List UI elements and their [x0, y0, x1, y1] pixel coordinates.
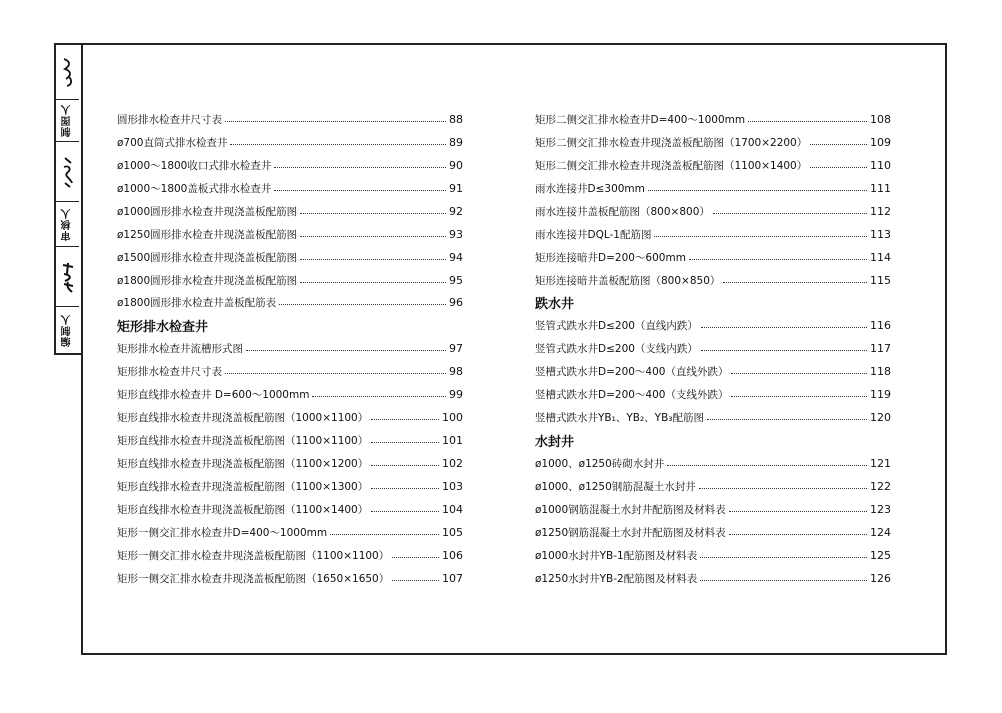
toc-entry[interactable]	[535, 223, 891, 246]
toc-entry-title: 雨水连接井DQL-1配筋图	[535, 228, 652, 241]
toc-entry-page: 113	[870, 227, 891, 241]
toc-entry-page: 106	[442, 548, 463, 562]
toc-entry-title: 矩形一侧交汇排水检查井D=400～1000mm	[117, 526, 328, 539]
toc-entry-title: ø1250圆形排水检查井现浇盖板配筋图	[117, 228, 298, 241]
dot-leader	[700, 557, 867, 558]
handwritten-signature-icon	[61, 260, 75, 294]
signature-cell-compiler	[56, 247, 79, 307]
toc-entry[interactable]	[535, 154, 891, 177]
toc-entry-page: 103	[442, 479, 463, 493]
toc-entry-title: 竖槽式跌水井YB₁、YB₂、YB₃配筋图	[535, 412, 704, 425]
toc-entry[interactable]	[117, 223, 463, 246]
toc-entry-page: 119	[870, 388, 891, 402]
dot-leader	[312, 396, 446, 397]
dot-leader	[371, 419, 439, 420]
toc-entry[interactable]	[117, 292, 463, 315]
section-heading	[117, 314, 463, 337]
dot-leader	[748, 121, 867, 122]
signature-cell-reviewer	[56, 142, 79, 202]
toc-entry[interactable]	[535, 498, 891, 521]
dot-leader	[371, 488, 439, 489]
dot-leader	[667, 465, 867, 466]
section-heading	[535, 292, 891, 315]
reviewer-label: 审核人	[62, 207, 73, 241]
toc-entry-title: 圆形排水检查井尺寸表	[117, 113, 222, 126]
toc-entry[interactable]	[117, 131, 463, 154]
toc-entry-title: ø1000～1800盖板式排水检查井	[117, 182, 272, 195]
toc-entry-title: ø1250钢筋混凝土水封井配筋图及材料表	[535, 526, 726, 539]
toc-entry[interactable]	[117, 429, 463, 452]
toc-entry-page: 89	[449, 135, 463, 149]
handwritten-signature-icon	[61, 55, 75, 89]
toc-entry[interactable]	[117, 406, 463, 429]
toc-entry-page: 99	[449, 388, 463, 402]
toc-entry-page: 94	[449, 250, 463, 264]
toc-left-column	[117, 108, 463, 590]
toc-entry-title: ø1000圆形排水检查井现浇盖板配筋图	[117, 205, 298, 218]
dot-leader	[246, 350, 446, 351]
dot-leader	[225, 373, 446, 374]
dot-leader	[700, 580, 867, 581]
toc-entry-page: 125	[870, 548, 891, 562]
toc-entry-title: ø1000水封井YB-1配筋图及材料表	[535, 549, 698, 562]
dot-leader	[723, 282, 867, 283]
toc-entry[interactable]	[535, 567, 891, 590]
toc-entry-title: ø1800圆形排水检查井盖板配筋表	[117, 297, 277, 310]
toc-entry[interactable]	[117, 154, 463, 177]
toc-entry-page: 121	[870, 457, 891, 471]
toc-entry[interactable]	[535, 314, 891, 337]
toc-entry[interactable]	[535, 360, 891, 383]
toc-entry[interactable]	[535, 269, 891, 292]
section-heading	[535, 429, 891, 452]
toc-entry[interactable]	[117, 383, 463, 406]
toc-entry-title: 矩形直线排水检查井现浇盖板配筋图（1100×1300）	[117, 480, 369, 493]
dot-leader	[392, 557, 439, 558]
toc-entry-page: 120	[870, 411, 891, 425]
dot-leader	[654, 236, 867, 237]
toc-entry-page: 115	[870, 273, 891, 287]
toc-entry-title: 矩形直线排水检查井现浇盖板配筋图（1000×1100）	[117, 412, 369, 425]
toc-entry[interactable]	[535, 177, 891, 200]
toc-entry-page: 108	[870, 112, 891, 126]
dot-leader	[300, 259, 446, 260]
toc-entry-page: 111	[870, 181, 891, 195]
toc-entry[interactable]	[117, 269, 463, 292]
section-heading-text: 跌水井	[535, 297, 575, 313]
toc-entry[interactable]	[535, 406, 891, 429]
toc-entry[interactable]	[535, 521, 891, 544]
dot-leader	[701, 327, 867, 328]
toc-entry-page: 107	[442, 571, 463, 585]
toc-entry-title: 矩形一侧交汇排水检查井现浇盖板配筋图（1650×1650）	[117, 572, 390, 585]
toc-entry-title: 矩形直线排水检查井 D=600～1000mm	[117, 389, 310, 402]
toc-right-column	[535, 108, 891, 590]
toc-entry[interactable]	[535, 200, 891, 223]
toc-entry-page: 109	[870, 135, 891, 149]
toc-entry-title: 矩形直线排水检查井现浇盖板配筋图（1100×1200）	[117, 458, 369, 471]
toc-entry-page: 101	[442, 434, 463, 448]
dot-leader	[371, 511, 439, 512]
toc-entry-page: 104	[442, 502, 463, 516]
toc-entry-page: 110	[870, 158, 891, 172]
toc-entry-page: 95	[449, 273, 463, 287]
toc-entry[interactable]	[117, 567, 463, 590]
toc-entry[interactable]	[117, 544, 463, 567]
toc-entry-page: 112	[870, 204, 891, 218]
toc-entry-title: 竖槽式跌水井D=200～400（直线外跌）	[535, 366, 729, 379]
toc-entry[interactable]	[117, 475, 463, 498]
toc-entry[interactable]	[535, 337, 891, 360]
toc-entry-title: 矩形直线排水检查井现浇盖板配筋图（1100×1100）	[117, 435, 369, 448]
toc-entry[interactable]	[117, 521, 463, 544]
toc-entry-page: 93	[449, 227, 463, 241]
dot-leader	[699, 488, 867, 489]
toc-entry[interactable]	[117, 200, 463, 223]
toc-entry-title: 矩形二侧交汇排水检查井现浇盖板配筋图（1700×2200）	[535, 136, 808, 149]
toc-entry-title: 矩形二侧交汇排水检查井现浇盖板配筋图（1100×1400）	[535, 159, 808, 172]
dot-leader	[729, 511, 867, 512]
dot-leader	[274, 190, 446, 191]
dot-leader	[648, 190, 867, 191]
dot-leader	[392, 580, 439, 581]
dot-leader	[274, 167, 446, 168]
signature-cell-drafter-label	[56, 100, 79, 142]
toc-entry[interactable]	[535, 544, 891, 567]
dot-leader	[731, 396, 867, 397]
toc-entry-page: 91	[449, 181, 463, 195]
signature-cell-drafter	[56, 45, 79, 100]
toc-entry-page: 114	[870, 250, 891, 264]
toc-entry-title: 雨水连接井D≤300mm	[535, 182, 645, 195]
toc-entry-title: ø1000～1800收口式排水检查井	[117, 159, 272, 172]
toc-entry[interactable]	[117, 108, 463, 131]
toc-entry[interactable]	[535, 383, 891, 406]
dot-leader	[300, 282, 446, 283]
toc-entry[interactable]	[117, 360, 463, 383]
toc-entry-title: 矩形直线排水检查井现浇盖板配筋图（1100×1400）	[117, 503, 369, 516]
toc-entry-title: 矩形连接暗井D=200～600mm	[535, 251, 686, 264]
toc-entry-title: 矩形排水检查井尺寸表	[117, 366, 222, 379]
signature-strip	[54, 43, 81, 355]
dot-leader	[701, 350, 867, 351]
toc-entry-title: ø1000、ø1250砖砌水封井	[535, 458, 665, 471]
toc-entry[interactable]	[117, 498, 463, 521]
compiler-label: 编制人	[62, 313, 73, 347]
dot-leader	[810, 167, 867, 168]
toc-entry-title: 雨水连接井盖板配筋图（800×800）	[535, 205, 710, 218]
toc-entry-page: 116	[870, 319, 891, 333]
toc-entry[interactable]	[117, 177, 463, 200]
toc-entry-page: 88	[449, 112, 463, 126]
dot-leader	[731, 373, 867, 374]
dot-leader	[279, 304, 446, 305]
handwritten-signature-icon	[61, 155, 75, 189]
dot-leader	[713, 213, 867, 214]
toc-entry-page: 90	[449, 158, 463, 172]
dot-leader	[300, 213, 446, 214]
dot-leader	[707, 419, 867, 420]
dot-leader	[729, 534, 867, 535]
toc-entry-title: ø700直筒式排水检查井	[117, 136, 228, 149]
toc-entry-page: 97	[449, 342, 463, 356]
dot-leader	[689, 259, 867, 260]
drafter-label: 制图人	[62, 104, 73, 137]
dot-leader	[330, 534, 439, 535]
toc-entry-page: 96	[449, 296, 463, 310]
toc-entry[interactable]	[535, 131, 891, 154]
toc-entry-page: 122	[870, 479, 891, 493]
toc-entry-title: 竖槽式跌水井D=200～400（支线外跌）	[535, 389, 729, 402]
toc-entry[interactable]	[117, 246, 463, 269]
toc-entry-page: 100	[442, 411, 463, 425]
toc-entry[interactable]	[535, 452, 891, 475]
toc-entry-title: 矩形排水检查井流槽形式图	[117, 343, 243, 356]
dot-leader	[225, 121, 446, 122]
toc-entry[interactable]	[535, 108, 891, 131]
toc-entry-title: 竖管式跌水井D≤200（直线内跌）	[535, 320, 698, 333]
signature-cell-reviewer-label	[56, 202, 79, 247]
toc-entry-page: 98	[449, 365, 463, 379]
dot-leader	[371, 442, 439, 443]
toc-entry[interactable]	[117, 452, 463, 475]
toc-entry-page: 92	[449, 204, 463, 218]
toc-entry-page: 124	[870, 525, 891, 539]
toc-entry-page: 118	[870, 365, 891, 379]
toc-entry-title: 竖管式跌水井D≤200（支线内跌）	[535, 343, 698, 356]
section-heading-text: 矩形排水检查井	[117, 320, 209, 336]
toc-entry-title: 矩形二侧交汇排水检查井D=400～1000mm	[535, 113, 746, 126]
toc-entry-title: ø1000钢筋混凝土水封井配筋图及材料表	[535, 503, 726, 516]
toc-entry-title: ø1800圆形排水检查井现浇盖板配筋图	[117, 274, 298, 287]
toc-entry-page: 102	[442, 457, 463, 471]
toc-entry-page: 126	[870, 571, 891, 585]
toc-entry-title: ø1500圆形排水检查井现浇盖板配筋图	[117, 251, 298, 264]
toc-entry[interactable]	[117, 337, 463, 360]
toc-entry-page: 123	[870, 502, 891, 516]
dot-leader	[371, 465, 439, 466]
toc-entry-page: 117	[870, 342, 891, 356]
dot-leader	[300, 236, 446, 237]
toc-entry-title: ø1000、ø1250钢筋混凝土水封井	[535, 480, 696, 493]
dot-leader	[810, 144, 867, 145]
signature-cell-compiler-label	[56, 307, 79, 353]
section-heading-text: 水封井	[535, 435, 575, 451]
toc-entry-title: ø1250水封井YB-2配筋图及材料表	[535, 572, 698, 585]
toc-entry-title: 矩形一侧交汇排水检查井现浇盖板配筋图（1100×1100）	[117, 549, 390, 562]
toc-entry-title: 矩形连接暗井盖板配筋图（800×850）	[535, 274, 721, 287]
dot-leader	[230, 144, 446, 145]
toc-entry-page: 105	[442, 525, 463, 539]
toc-entry[interactable]	[535, 475, 891, 498]
toc-entry[interactable]	[535, 246, 891, 269]
